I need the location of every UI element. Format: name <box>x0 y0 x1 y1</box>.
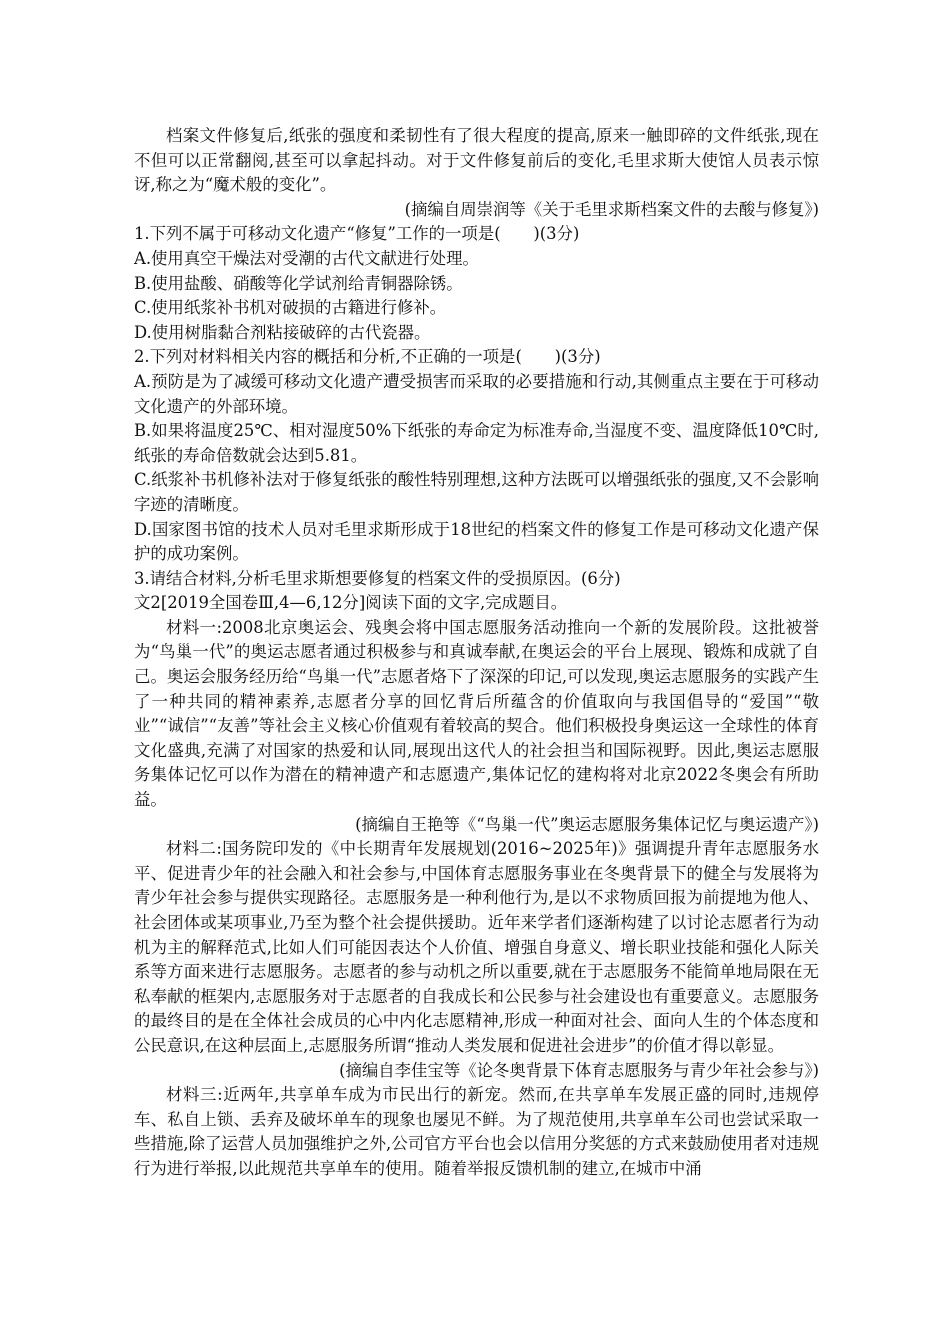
question-1-option-d: D.使用树脂黏合剂粘接破碎的古代瓷器。 <box>134 322 431 342</box>
material-2-paragraph: 材料二:国务院印发的《中长期青年发展规划(2016~2025年)》强调提升青年志愿服务水平、促进青少年的社会融入和社会参与,中国体育志愿服务事业在冬奥背景下的健全与发展将为青少年社会参与提供实现路径。志愿服务是一种利他行为,是以不求物质回报为前提地为他人、社会团体或某项事业,乃至为整个社会提供援助。近年来学者们逐渐构建了以讨论志愿者行为动机为主的解释范式,比如人们可能因表达个人价值、增强自身意义、增长职业技能和强化人际关系等方面来进行志愿服务。志愿者的参与动机之所以重要,就在于志愿服务不能简单地局限在无私奉献的框架内,志愿服务对于志愿者的自我成长和公民参与社会建设也有重要意义。志愿服务的最终目的是在全体社会成员的心中内化志愿精神,形成一种面对社会、面向人生的个体态度和公民意识,在这种层面上,志愿服务所谓“推动人类发展和促进社会进步”的价值才得以彰显。 <box>134 839 819 1055</box>
passage1-paragraph: 档案文件修复后,纸张的强度和柔韧性有了很大程度的提高,原来一触即碎的文件纸张,现在不但可以正常翻阅,甚至可以拿起抖动。对于文件修复前后的变化,毛里求斯大使馆人员表示惊讶,称之为“魔术般的变化”。 <box>134 126 819 195</box>
question-2-option-d: D.国家图书馆的技术人员对毛里求斯形成于18世纪的档案文件的修复工作是可移动文化遗产保护的成功案例。 <box>134 519 819 564</box>
question-1-option-c: C.使用纸浆补书机对破损的古籍进行修补。 <box>134 298 447 318</box>
document-page <box>134 124 819 1182</box>
material-1-paragraph: 材料一:2008北京奥运会、残奥会将中国志愿服务活动推向一个新的发展阶段。这批被誉为“鸟巢一代”的奥运志愿者通过积极参与和真诚奉献,在奥运会的平台上展现、锻炼和成就了自己。奥运会服务经历给“鸟巢一代”志愿者烙下了深深的印记,可以发现,奥运志愿服务的实践产生了一种共同的精神素养,志愿者分享的回忆背后所蕴含的价值取向与我国倡导的“爱国”“敬业”“诚信”“友善”等社会主义核心价值观有着较高的契合。他们积极投身奥运这一全球性的体育文化盛典,充满了对国家的热爱和认同,展现出这代人的社会担当和国际视野。因此,奥运志愿服务集体记忆可以作为潜在的精神遗产和志愿遗产,集体记忆的建构将对北京2022冬奥会有所助益。 <box>134 617 819 810</box>
question-2-stem: 2.下列对材料相关内容的概括和分析,不正确的一项是( )(3分) <box>134 347 601 367</box>
source-citation-3: (摘编自李佳宝等《论冬奥背景下体育志愿服务与青少年社会参与》) <box>339 1060 819 1080</box>
question-1-option-b: B.使用盐酸、硝酸等化学试剂给青铜器除锈。 <box>134 273 463 293</box>
question-1-option-a: A.使用真空干燥法对受潮的古代文献进行处理。 <box>134 248 479 268</box>
text2-header: 文2[2019全国卷Ⅲ,4—6,12分]阅读下面的文字,完成题目。 <box>134 593 568 613</box>
question-2-option-c: C.纸浆补书机修补法对于修复纸张的酸性特别理想,这种方法既可以增强纸张的强度,又不会影响字迹的清晰度。 <box>134 470 819 514</box>
source-citation-2: (摘编自王艳等《“鸟巢一代”奥运志愿服务集体记忆与奥运遗产》) <box>355 814 819 834</box>
question-1-stem: 1.下列不属于可移动文化遗产“修复”工作的一项是( )(3分) <box>134 224 580 244</box>
source-citation-1: (摘编自周崇润等《关于毛里求斯档案文件的去酸与修复》) <box>404 199 819 219</box>
question-3-stem: 3.请结合材料,分析毛里求斯想要修复的档案文件的受损原因。(6分) <box>134 568 621 588</box>
question-2-option-b: B.如果将温度25℃、相对湿度50%下纸张的寿命定为标准寿命,当湿度不变、温度降低10℃时,纸张的寿命倍数就会达到5.81。 <box>134 421 819 465</box>
material-3-paragraph: 材料三:近两年,共享单车成为市民出行的新宠。然而,在共享单车发展正盛的同时,违规停车、私自上锁、丢弃及破坏单车的现象也屡见不鲜。为了规范使用,共享单车公司也尝试采取一些措施,除了运营人员加强维护之外,公司官方平台也会以信用分奖惩的方式来鼓励使用者对违规行为进行举报,以此规范共享单车的使用。随着举报反馈机制的建立,在城市中涌 <box>134 1085 819 1178</box>
question-2-option-a: A.预防是为了减缓可移动文化遗产遭受损害而采取的必要措施和行动,其侧重点主要在于可移动文化遗产的外部环境。 <box>134 371 819 416</box>
